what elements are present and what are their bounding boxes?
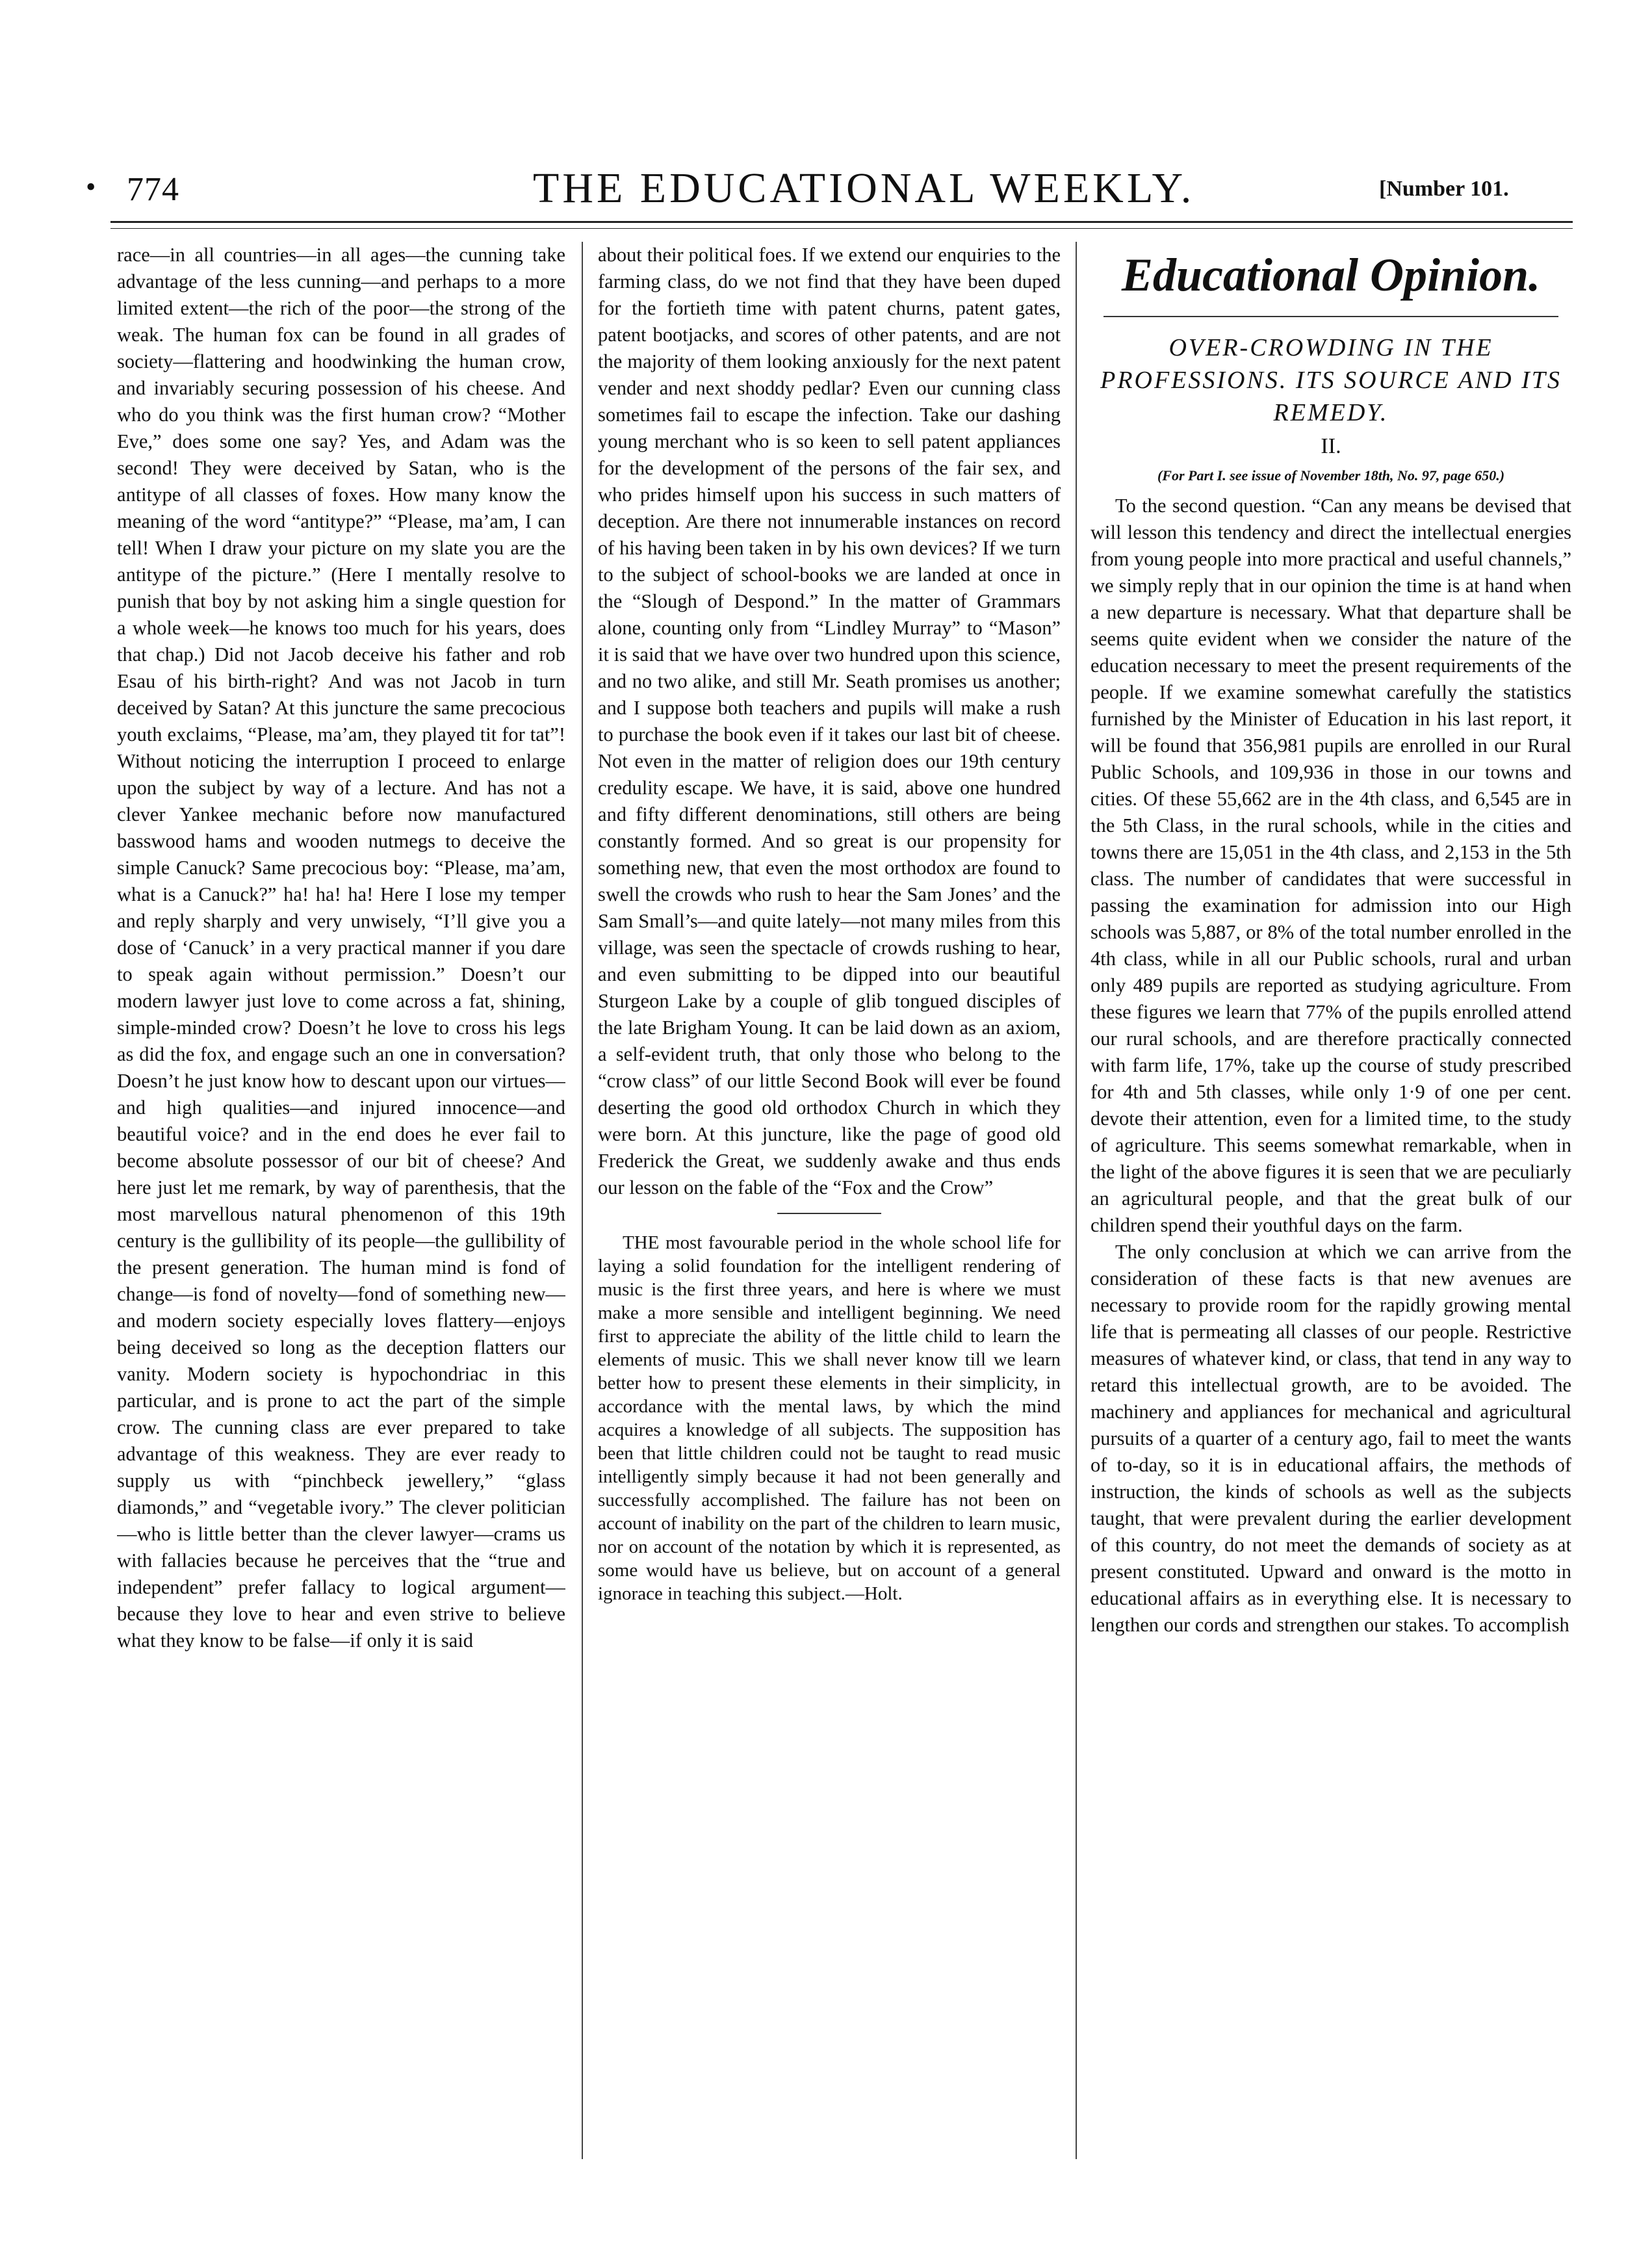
column-divider — [1076, 242, 1077, 2159]
header-rule — [110, 221, 1573, 229]
column-1-text: race—in all countries—in all ages—the cunning take advantage of the less cunning—and perhaps to a more limited extent—the rich of the poor—the strong of the weak. The human fox can be found in all grades of society—flattering and hoodwinking the human crow, and invariably securing possession of his cheese. And who do you think was the first human crow? “Mother Eve,” does some one say? Yes, and Adam was the second! They were deceived by Satan, who is the antitype of all classes of foxes. How many know the meaning of the word “antitype?” “Please, ma’am, I can tell! When I draw your picture on my slate you are the antitype of the picture.” (Here I mentally resolve to punish that boy by not asking him a single question for a whole week—he knows too much for his years, does that chap.) Did not Jacob deceive his father and rob Esau of his birth-right? And was not Jacob in turn deceived by Satan? At this juncture the same precocious youth exclaims, “Please, ma’am, they played tit for tat”! Without noticing the interruption I proceed to enlarge upon the subject by way of a lecture. And has not a clever Yankee mechanic before now manufactured basswood hams and wooden nutmegs to deceive the simple Canuck? Same precocious boy: “Please, ma’am, what is a Canuck?” ha! ha! ha! Here I lose my temper and reply sharply and very unwisely, “I’ll give you a dose of ‘Canuck’ in a very practical manner if you dare to speak again without permission.” Doesn’t our modern lawyer just love to come across a fat, shining, simple-minded crow? Doesn’t he love to cross his legs as did the fox, and engage such an one in conversation? Doesn’t he just know how to descant upon our virtues—and high qualities—and injured innocence—and beautiful voice? and in the end does he ever fail to become absolute possessor of our bit of cheese? And here just let me remark, by way of parenthesis, that the most marvellous natural phenomenon of this 19th century is the gullibility of its people—the gullibility of the present generation. The human mind is fond of change—is fond of novelty—fond of something new—and modern society especially loves flattery—enjoys being deceived so long as the deception flatters our vanity. Modern society is hypochondriac in this particular, and is prone to act the part of the simple crow. The cunning class are ever prepared to take advantage of this weakness. They are ever ready to supply us with “pinchbeck jewellery,” “glass diamonds,” and “vegetable ivory.” The clever politician—who is little better than the clever lawyer—crams us with fallacies because he perceives that the “true and independent” prefer fallacy to logical argument—because they love to hear and even strive to believe what they know to be false—if only it is said — [117, 244, 565, 1652]
page-mark: • — [86, 171, 96, 203]
column-2-text: about their political foes. If we extend our enquiries to the farming class, do we not find that they have been duped for the fortieth time with patent churns, patent gates, patent bootjacks, and scores of other patents, and are not the majority of them looking anxiously for the next patent vender and next shoddy pedlar? Even our cunning class sometimes fail to escape the infection. Take our dashing young merchant who is so keen to sell patent appliances for the development of the persons of the fair sex, and who prides himself upon his success in such matters of deception. Are there not innumerable instances on record of his having been taken in by his own devices? If we turn to the subject of school-books we are landed at once in the “Slough of Despond.” In the matter of Grammars alone, counting only from “Lindley Murray” to “Mason” it is said that we have over two hundred upon this science, and no two alike, and still Mr. Seath promises us another; and I suppose both teachers and pupils will make a rush to purchase the book even if it takes our last bit of cheese. Not even in the matter of religion does our 19th century credulity escape. We have, it is said, above one hundred and fifty different denominations, still others are being constantly formed. And so great is our propensity for something new, that even the most orthodox are found to swell the crowds who rush to hear the Sam Jones’ and the Sam Small’s—and quite lately—not many miles from this village, was seen the spectacle of crowds rushing to hear, and even submitting to be dipped into our beautiful Sturgeon Lake by a couple of glib tongued disciples of the late Brigham Young. It can be laid down as an axiom, a self-evident truth, that only those who belong to the “crow class” of our little Second Book will ever be found deserting the good old orthodox Church in which they were born. At this juncture, like the page of good old Frederick the Great, we suddenly awake and thus ends our lesson on the fable of the “Fox and the Crow” — [598, 244, 1061, 1198]
music-paragraph: THE most favourable period in the whole school life for laying a solid foundation for the intelligent rendering of music is the first three years, and here is where we must make a more sensible and intelligent beginning. We need first to appreciate the ability of the little child to learn the elements of music. This we shall never know till we learn better how to present these elements in their simplicity, in accordance with the mental laws, by which the mind acquires a knowledge of all subjects. The supposition has been that little children could not be taught to read music intelligently simply because it had not been generally and successfully accomplished. The failure has not been on account of inability on the part of the children to learn music, nor on account of the notation by which it is represented, as some would have us believe, but on account of a general ignorace in teaching this subject.—Holt. — [598, 1232, 1061, 1604]
journal-title: THE EDUCATIONAL WEEKLY. — [533, 164, 1195, 212]
column-2 — [598, 242, 1061, 2244]
article-paragraph: The only conclusion at which we can arrive from the consideration of these facts is that new avenues are necessary to provide room for the rapidly growing mental life that is permeating all classes of our people. Restrictive measures of whatever kind, or class, that tend in any way to retard this intellectual growth, are to be avoided. The machinery and appliances for mechanical and agricultural pursuits of a quarter of a century ago, fail to meet the wants of to-day, so it is in educational affairs, the methods of instruction, the kinds of schools as well as the subjects taught, that were prevalent during the earlier development of this country, do not meet the demands of society as at present constituted. Upward and onward is the motto in educational affairs as in everything else. It is necessary to lengthen our cords and strengthen our stakes. To accomplish — [1091, 1241, 1571, 1636]
article-title: OVER-CROWDING IN THE PROFESSIONS. ITS SOURCE AND ITS REMEDY. — [1100, 334, 1562, 426]
section-rule — [1103, 316, 1558, 317]
article-part: II. — [1321, 434, 1341, 458]
article-separator — [777, 1213, 881, 1214]
page-header — [0, 0, 1652, 221]
column-divider — [582, 242, 583, 2159]
section-heading: Educational Opinion. — [1121, 249, 1541, 301]
column-3 — [1091, 242, 1571, 2244]
article-paragraph: To the second question. “Can any means be devised that will lesson this tendency and direct the intellectual energies from young people into more practical and useful channels,” we simply reply that in our opinion the time is at hand when a new departure is necessary. What that departure shall be seems quite evident when we consider the nature of the education necessary to meet the present requirements of the people. If we examine somewhat carefully the statistics furnished by the Minister of Education in his last report, it will be found that 356,981 pupils are enrolled in our Rural Public Schools, and 109,936 in those in our towns and cities. Of these 55,662 are in the 4th class, and 6,545 are in the 5th Class, in the rural schools, while in the cities and towns there are 15,051 in the 4th class, and 2,153 in the 5th class. The number of candidates that were successful in passing the examination for admission into our High schools was 5,887, or 8% of the total number enrolled in the 4th class, while in all our Public schools, rural and urban only 489 pupils are reported as studying agriculture. From these figures we learn that 77% of the pupils enrolled attend our rural schools, and are therefore practically connected with farm life, 17%, take up the course of study prescribed for 4th and 5th classes, while only 1·9 of one per cent. devote their attention, even for a limited time, to the study of agriculture. This seems somewhat remarkable, when in the light of the above figures it is seen that we are peculiarly an agricultural people, and that the great bulk of our children spend their youthful days on the farm. — [1091, 495, 1571, 1236]
column-1 — [117, 242, 565, 2244]
article-note: (For Part I. see issue of November 18th, No. 97, page 650.) — [1157, 467, 1505, 484]
issue-label: [Number 101. — [1379, 177, 1509, 201]
page-number: 774 — [127, 171, 179, 208]
